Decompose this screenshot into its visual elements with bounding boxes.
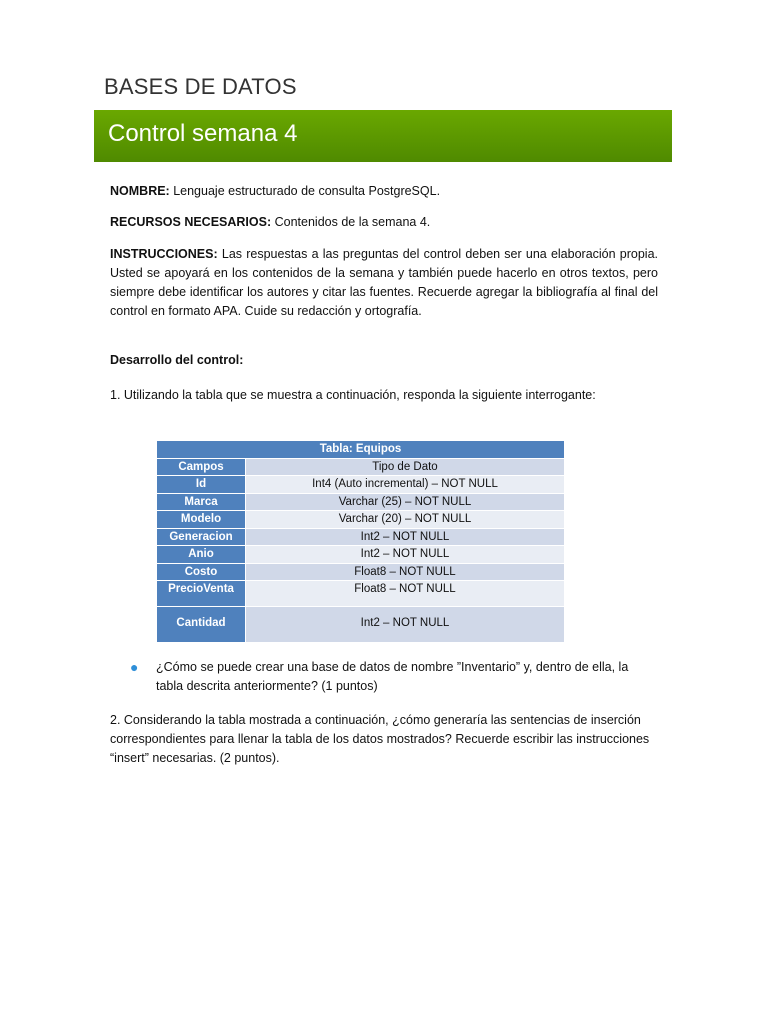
type-cell: Varchar (25) – NOT NULL bbox=[246, 493, 565, 511]
bullet-text: ¿Cómo se puede crear una base de datos de nombre ”Inventario” y, dentro de ella, la tabla descrita anteriormente? (1 puntos) bbox=[156, 660, 629, 693]
type-cell: Int4 (Auto incremental) – NOT NULL bbox=[246, 476, 565, 494]
desarrollo-label: Desarrollo del control: bbox=[110, 353, 244, 367]
type-cell: Int2 – NOT NULL bbox=[246, 546, 565, 564]
field-cell: Generacion bbox=[157, 528, 246, 546]
table-row bbox=[157, 476, 565, 494]
banner-title: Control semana 4 bbox=[108, 120, 298, 147]
type-cell: Int2 – NOT NULL bbox=[246, 607, 565, 643]
type-cell: Int2 – NOT NULL bbox=[246, 528, 565, 546]
table-row bbox=[157, 511, 565, 529]
field-cell: Id bbox=[157, 476, 246, 494]
field-cell: Cantidad bbox=[157, 607, 246, 643]
question-2: 2. Considerando la tabla mostrada a continuación, ¿cómo generaría las sentencias de inserción correspondientes para llenar la tabla de los datos mostrados? Recuerde escribir las instrucciones “insert” necesarias. (2 puntos). bbox=[110, 713, 650, 765]
table-header-field: Campos bbox=[157, 458, 246, 476]
bullet-question bbox=[130, 658, 658, 696]
table-header-type: Tipo de Dato bbox=[246, 458, 565, 476]
recursos-value: Contenidos de la semana 4. bbox=[274, 215, 431, 229]
type-cell: Float8 – NOT NULL bbox=[246, 581, 565, 607]
table-caption: Tabla: Equipos bbox=[157, 441, 565, 459]
instrucciones-paragraph bbox=[110, 245, 658, 321]
field-cell: Marca bbox=[157, 493, 246, 511]
table-row bbox=[157, 546, 565, 564]
recursos-line bbox=[110, 213, 658, 232]
table-row bbox=[157, 563, 565, 581]
nombre-label: NOMBRE: bbox=[110, 184, 170, 198]
type-cell: Varchar (20) – NOT NULL bbox=[246, 511, 565, 529]
question-1: 1. Utilizando la tabla que se muestra a continuación, responda la siguiente interrogante: bbox=[110, 388, 596, 402]
field-cell: Costo bbox=[157, 563, 246, 581]
table-row bbox=[157, 528, 565, 546]
instrucciones-value: Las respuestas a las preguntas del control deben ser una elaboración propia. Usted se apoyará en los contenidos de la semana y también puede hacerlo en otros textos, pero siempre debe identificar los autores y citar las fuentes. Recuerde agregar la bibliografía al final del control en formato APA. Cuide su redacción y ortografía. bbox=[110, 247, 658, 318]
table-row bbox=[157, 493, 565, 511]
table-row bbox=[157, 581, 565, 607]
title-banner bbox=[94, 110, 672, 162]
equipos-table bbox=[156, 440, 565, 643]
field-cell: Anio bbox=[157, 546, 246, 564]
field-cell: PrecioVenta bbox=[157, 581, 246, 607]
nombre-value: Lenguaje estructurado de consulta PostgreSQL. bbox=[173, 184, 441, 198]
field-cell: Modelo bbox=[157, 511, 246, 529]
document-header: BASES DE DATOS bbox=[104, 74, 297, 99]
desarrollo-heading bbox=[110, 351, 658, 370]
type-cell: Float8 – NOT NULL bbox=[246, 563, 565, 581]
recursos-label: RECURSOS NECESARIOS: bbox=[110, 215, 272, 229]
bullet-dot-icon: ● bbox=[130, 659, 139, 675]
instrucciones-label: INSTRUCCIONES: bbox=[110, 247, 218, 261]
table-row bbox=[157, 607, 565, 643]
nombre-line bbox=[110, 182, 658, 201]
